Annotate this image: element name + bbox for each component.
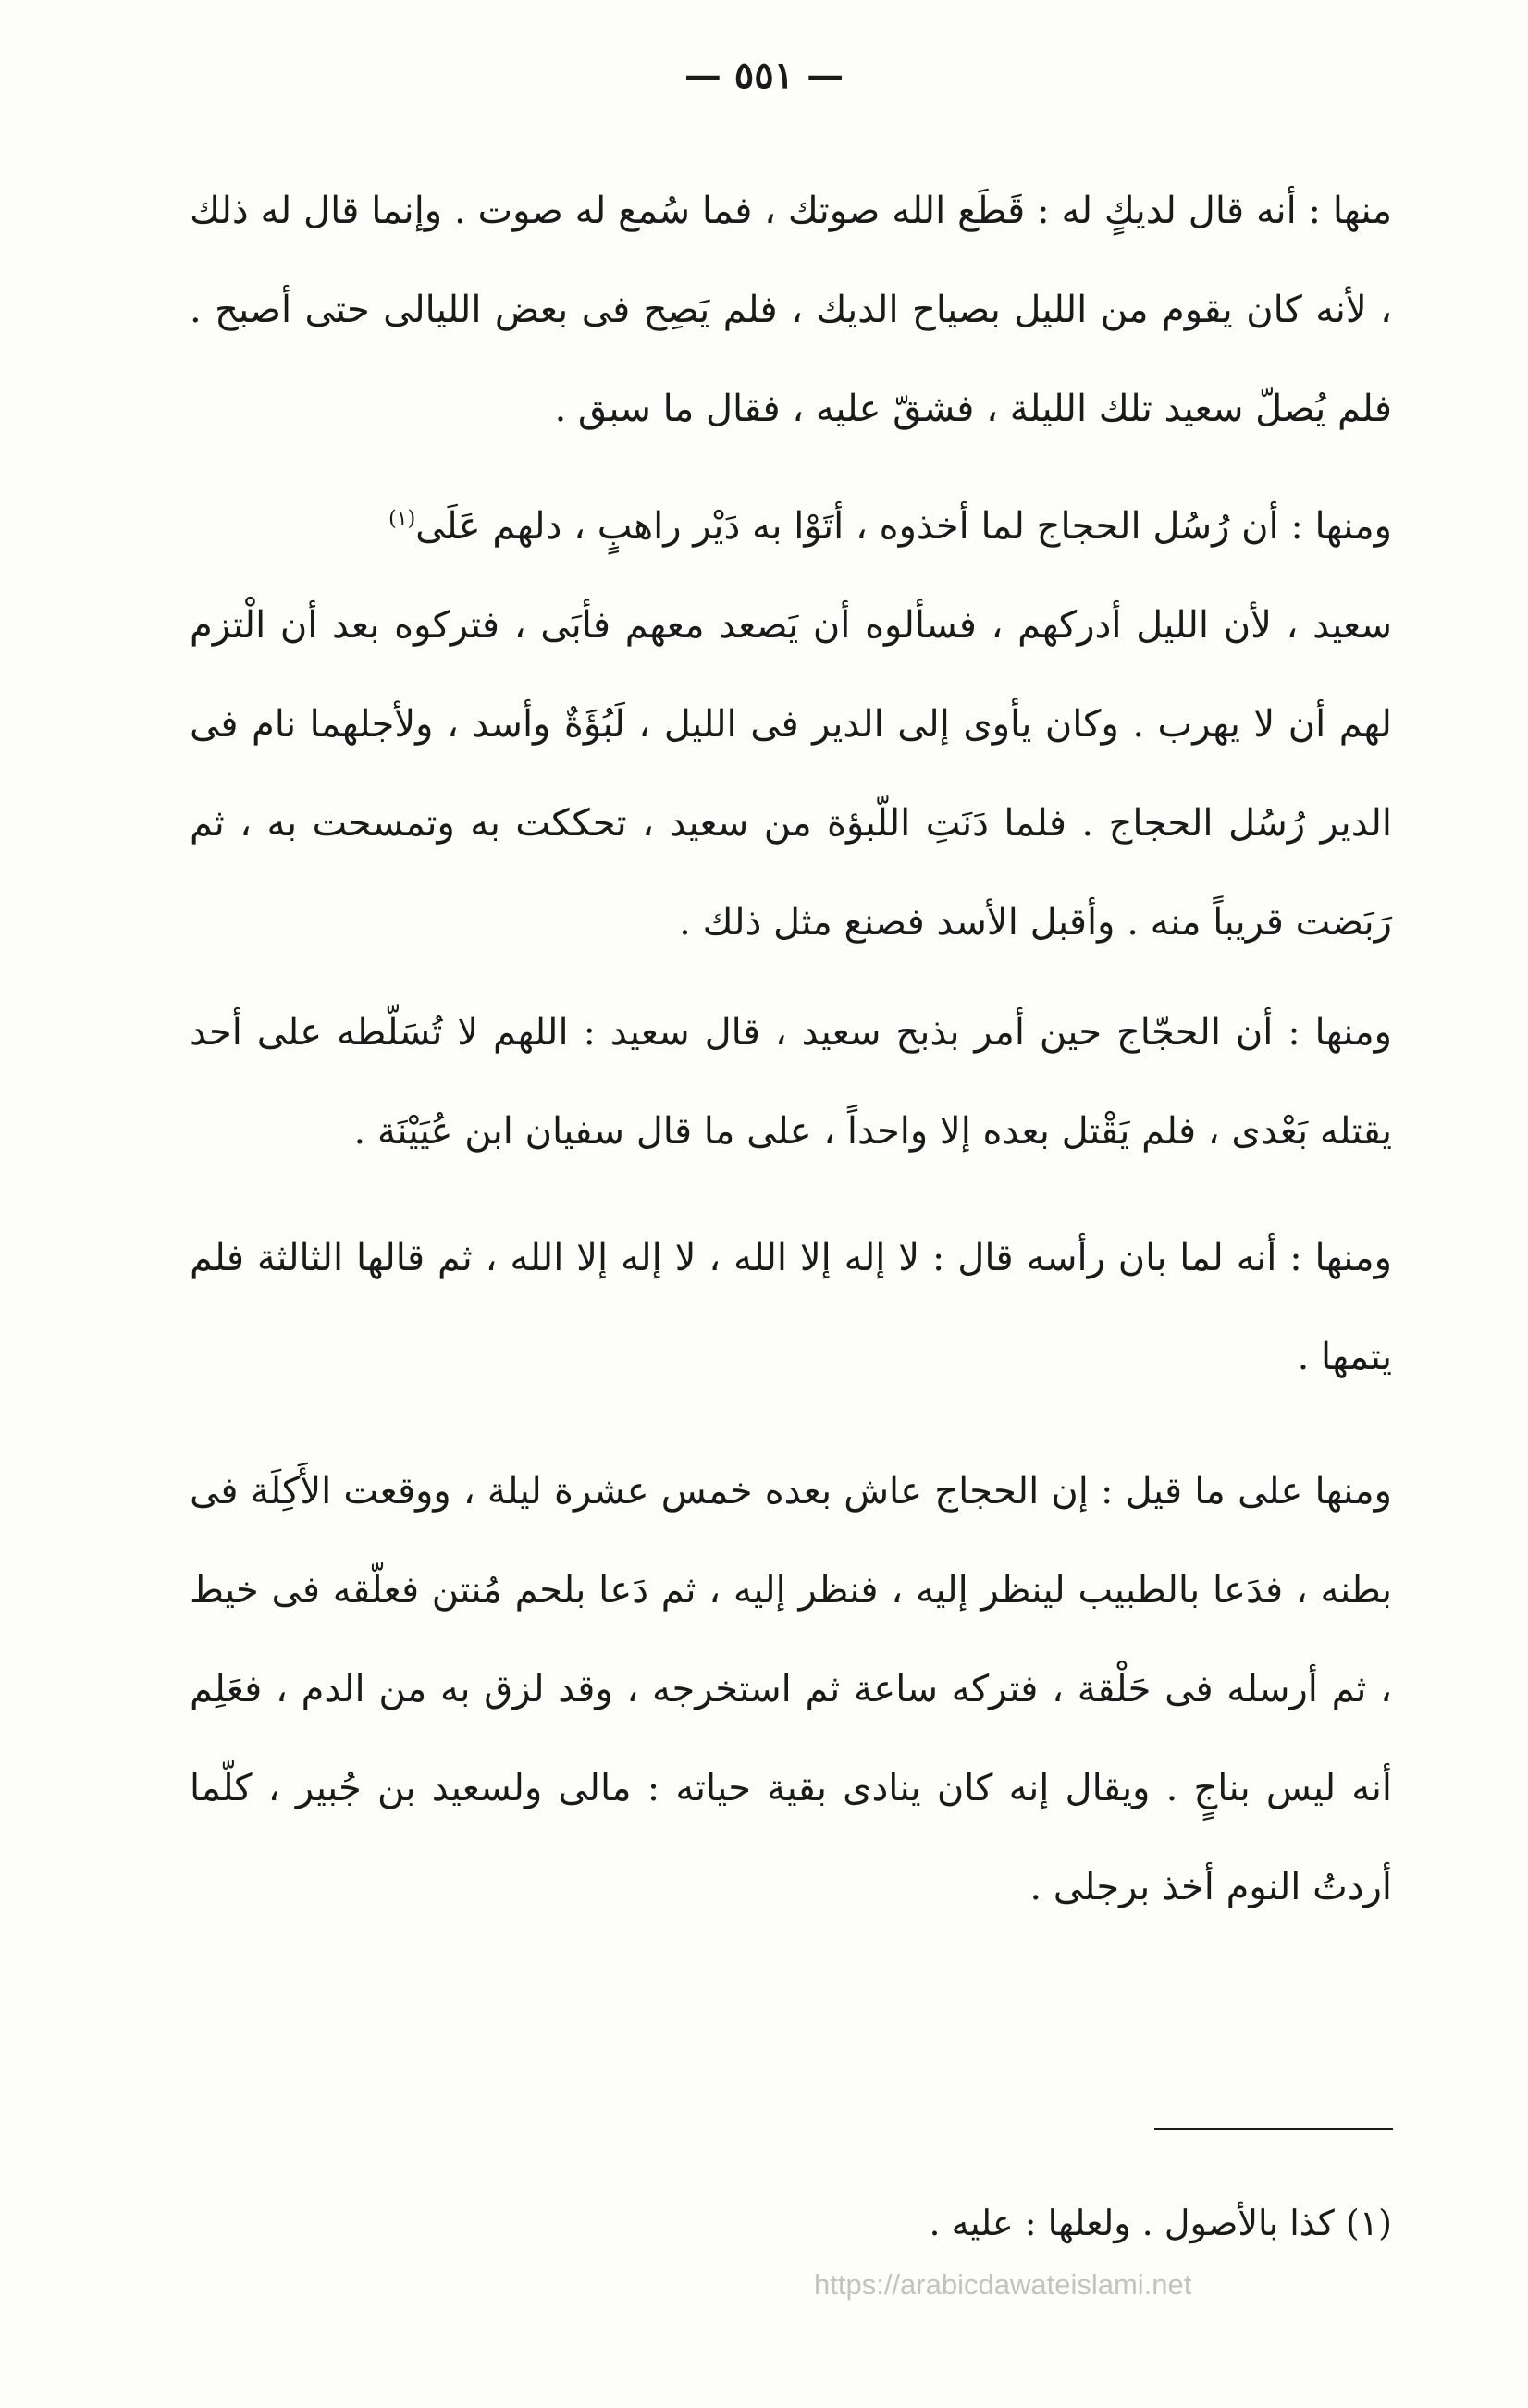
page-number: — ٥٥١ — — [684, 54, 844, 97]
footnote: (١) كذا بالأصول . ولعلها : عليه . — [929, 2203, 1392, 2243]
paragraph: ومنها : أنه لما بان رأسه قال : لا إله إلا الله ، لا إله إلا الله ، ثم قالها الثالثة فلم يتمها . — [190, 1237, 1392, 1378]
watermark-url: https://arabicdawateislami.net — [814, 2268, 1192, 2301]
footnote-reference: (١) — [388, 507, 416, 531]
paragraph-text: ومنها : أن رُسُل الحجاج لما أخذوه ، أتَوْا به دَيْر راهبٍ ، دلهم عَلَى — [415, 505, 1392, 548]
paragraph: منها : أنه قال لديكٍ له : قَطَع الله صوتك ، فما سُمع له صوت . وإنما قال له ذلك ، لأنه كان يقوم من الليل بصياح الديك ، فلم يَصِح فى بعض الليالى حتى أصبح . فلم يُصلّ سعيد تلك الليلة ، فشقّ عليه ، فقال ما سبق . — [190, 190, 1392, 430]
paragraph: ومنها على ما قيل : إن الحجاج عاش بعده خمس عشرة ليلة ، ووقعت الأَكِلَة فى بطنه ، فدَعا بالطبيب لينظر إليه ، فنظر إليه ، ثم دَعا بلحم مُنتن فعلّقه فى خيط ، ثم أرسله فى حَلْقة ، فتركه ساعة ثم استخرجه ، وقد لزق به من الدم ، فعَلِم أنه ليس بناجٍ . ويقال إنه كان ينادى بقية حياته : مالى ولسعيد بن جُبير ، كلّما أردتُ النوم أخذ برجلى . — [190, 1470, 1393, 1908]
main-text — [190, 162, 1392, 1956]
paragraph: ومنها : أن الحجّاج حين أمر بذبح سعيد ، قال سعيد : اللهم لا تُسَلّطه على أحد يقتله بَعْدى ، فلم يَقْتل بعده إلا واحداً ، على ما قال سفيان ابن عُيَيْنَة . — [190, 1011, 1392, 1153]
paragraph-with-footnote — [190, 477, 1392, 576]
paragraph: سعيد ، لأن الليل أدركهم ، فسألوه أن يَصعد معهم فأبَى ، فتركوه بعد أن الْتزم لهم أن لا يهرب . وكان يأوى إلى الدير فى الليل ، لَبُؤَةٌ وأسد ، ولأجلهما نام فى الدير رُسُل الحجاج . فلما دَنَتِ اللّبؤة من سعيد ، تحككت به وتمسحت به ، ثم رَبَضت قريباً منه . وأقبل الأسد فصنع مثل ذلك . — [190, 604, 1392, 944]
footnote-divider — [1154, 2128, 1393, 2130]
